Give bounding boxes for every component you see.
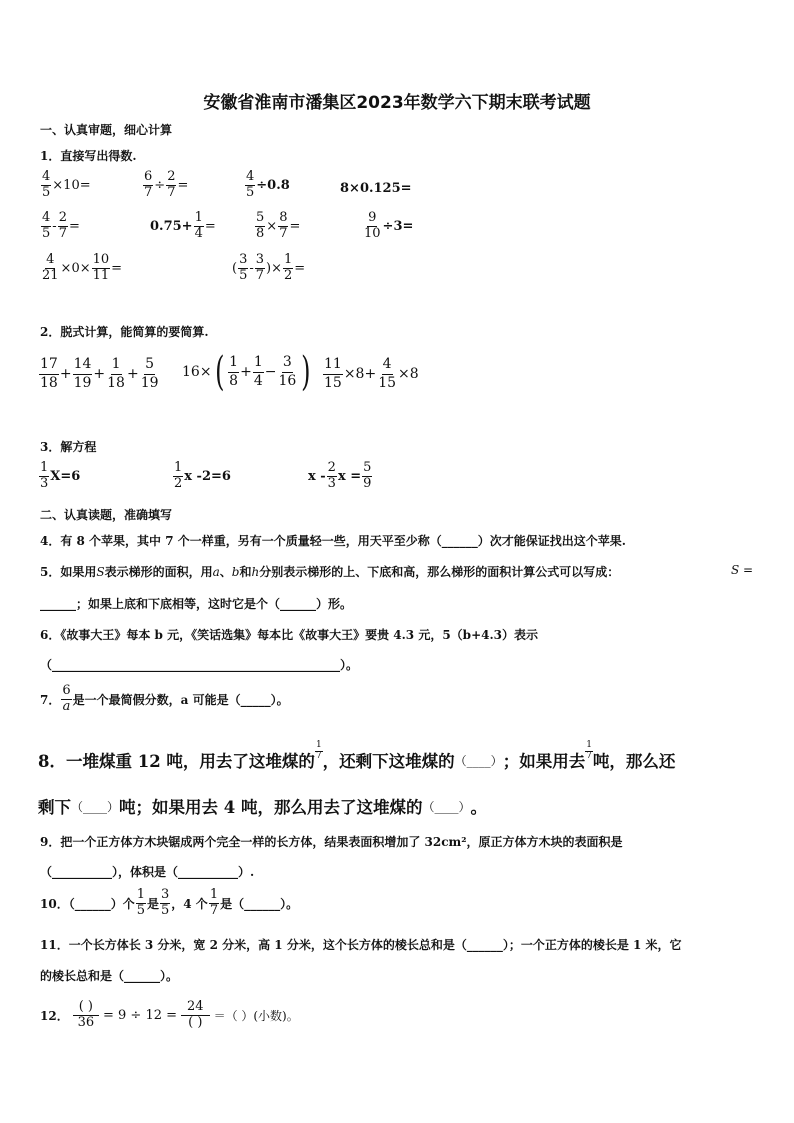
- q6-line-2: （________________________________________________）。: [40, 658, 359, 672]
- q11-line-2: 的棱长总和是（______）。: [40, 969, 179, 983]
- q1-label: 1．直接写出得数.: [40, 149, 137, 163]
- page-title: 安徽省淮南市潘集区2023年数学六下期末联考试题: [203, 93, 591, 113]
- q2-expr-3: $\frac{11}{15}$ ×8+ $\frac{4}{15}$ ×8: [324, 356, 419, 391]
- q11-line-1: 11．一个长方体长 3 分米，宽 2 分米，高 1 分米，这个长方体的棱长总和是（______）；一个正方体的棱长是 1 米，它: [40, 938, 682, 952]
- q1-item-1: $\frac{4}{5}$ ×10=: [42, 169, 91, 200]
- q6-line-1: 6．《故事大王》每本 b 元，《笑话选集》每本比《故事大王》要贵 4.3 元，5（b+4.3）表示: [40, 628, 539, 642]
- q1-item-6: 0.75+ $\frac{1}{4}$ =: [150, 210, 216, 241]
- q1-item-4: 8×0.125=: [340, 181, 412, 196]
- q1-item-3: $\frac{4}{5}$ ÷0.8: [246, 169, 290, 200]
- q4-text: 4．有 8 个苹果，其中 7 个一样重，另有一个质量轻一些，用天平至少称（______）次才能保证找出这个苹果.: [40, 534, 626, 548]
- q5-s-equals: S =: [731, 563, 754, 577]
- q9-line-1: 9．把一个正方体方木块锯成两个完全一样的长方体，结果表面积增加了 32cm²，原正方体方木块的表面积是: [40, 835, 623, 849]
- q12-text: 12． $\frac{( )}{36}$ = 9 ÷ 12 = $\frac{24}{( )}$ ＝（ ）(小数)。: [40, 999, 299, 1030]
- section-heading-1: 一、认真审题，细心计算: [40, 123, 173, 137]
- q1-item-7: $\frac{5}{8}$ × $\frac{8}{7}$ =: [256, 210, 301, 241]
- q7-text: 7． $\frac{6}{a}$ 是一个最简假分数，a 可能是（_____）。: [40, 683, 289, 714]
- q2-expr-1: $\frac{17}{18}$ + $\frac{14}{19}$ + $\frac{1}{18}$ + $\frac{5}{19}$: [40, 356, 159, 391]
- q3-eq-1: $\frac{1}{3}$ X=6: [40, 460, 81, 491]
- q1-item-2: $\frac{6}{7}$ ÷ $\frac{2}{7}$ =: [144, 169, 189, 200]
- q3-eq-2: $\frac{1}{2}$ x -2=6: [174, 460, 231, 491]
- q3-label: 3．解方程: [40, 440, 97, 454]
- q1-item-10: ( $\frac{3}{5}$ - $\frac{3}{7}$ )× $\frac{1}{2}$ =: [232, 252, 306, 283]
- q10-text: 10．（______）个 $\frac{1}{5}$ 是 $\frac{3}{5}$ ，4 个 $\frac{1}{7}$ 是（______）。: [40, 887, 299, 918]
- q8-line-1: 8．一堆煤重 12 吨，用去了这堆煤的 $\frac{1}{7}$ ，还剩下这堆煤的 （____） ；如果用去 $\frac{1}{7}$ 吨，那么还: [38, 739, 676, 771]
- q1-item-8: $\frac{9}{10}$ ÷3=: [364, 210, 414, 241]
- q5-line-1: 5．如果用S表示梯形的面积，用a、b和h分别表示梯形的上、下底和高，那么梯形的面积计算公式可以写成：: [40, 565, 620, 579]
- q5-line-2: ______；如果上底和下底相等，这时它是个（______）形。: [40, 597, 353, 611]
- q2-expr-2: 16× ( $\frac{1}{8}$ + $\frac{1}{4}$ − $\frac{3}{16}$ ): [182, 349, 311, 395]
- section-heading-2: 二、认真读题，准确填写: [40, 508, 173, 522]
- q1-item-9: $\frac{4}{21}$ ×0× $\frac{10}{11}$ =: [42, 252, 123, 283]
- q8-line-2: 剩下 （____） 吨；如果用去 4 吨，那么用去了这堆煤的 （____） 。: [38, 798, 488, 817]
- q9-line-2: （__________），体积是（__________）.: [40, 865, 255, 879]
- q3-eq-3: x - $\frac{2}{3}$ x = $\frac{5}{9}$: [308, 460, 372, 491]
- q1-item-5: $\frac{4}{5}$ - $\frac{2}{7}$ =: [42, 210, 80, 241]
- q2-label: 2．脱式计算，能简算的要简算.: [40, 325, 209, 339]
